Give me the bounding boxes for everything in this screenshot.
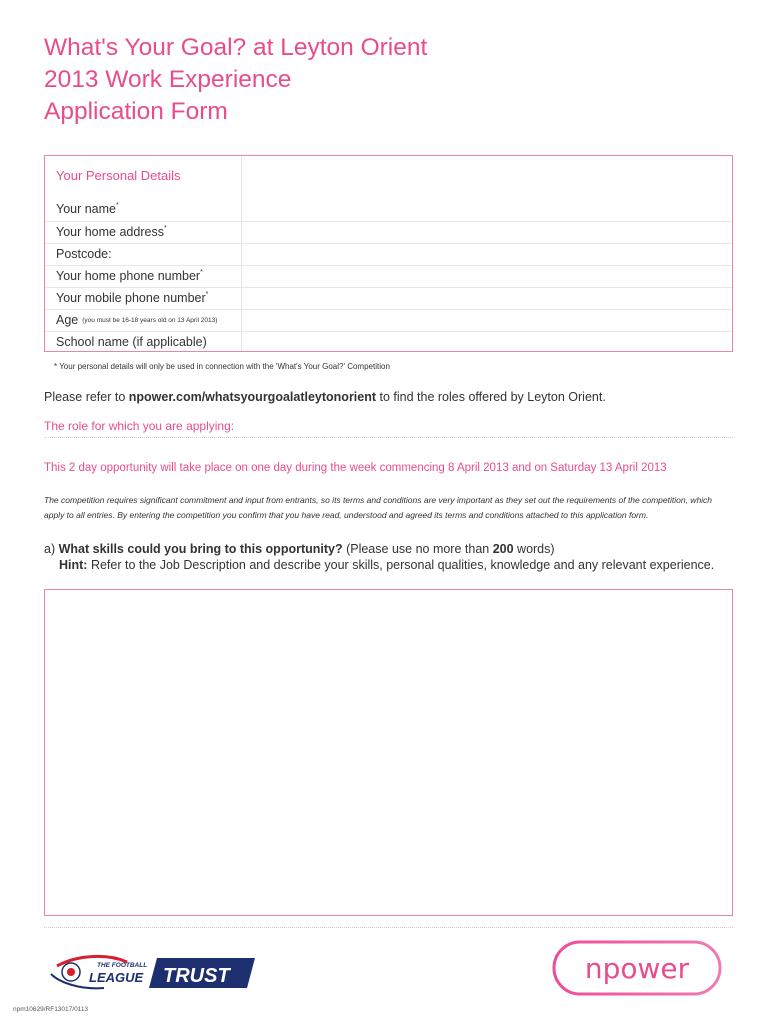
question-a: a) What skills could you bring to this opportunity? (Please use no more than 200 words)	[44, 542, 555, 556]
row-label: Your mobile phone number*	[56, 291, 209, 305]
privacy-footnote: * Your personal details will only be used in connection with the 'What's Your Goal?' Competition	[54, 362, 390, 371]
refer-text: Please refer to npower.com/whatsyourgoalatleytonorient to find the roles offered by Leyton Orient.	[44, 390, 606, 404]
home-address-field[interactable]	[242, 222, 732, 243]
personal-details-table	[44, 155, 733, 352]
refer-url: npower.com/whatsyourgoalatleytonorient	[128, 390, 377, 404]
row-mobile-phone	[45, 287, 732, 309]
age-note: (you must be 16-18 years old on 13 April 2013)	[82, 317, 218, 324]
role-label: The role for which you are applying:	[44, 419, 235, 433]
personal-details-heading: Your Personal Details	[56, 168, 181, 183]
row-postcode	[45, 243, 732, 265]
terms-text: The competition requires significant commitment and input from entrants, so its terms and conditions are very important as they set out the requirements of the competition, which apply to all entries. By entering the competition you confirm that you have read, understood and agreed its terms and conditions attached to this application form.	[44, 495, 713, 520]
row-label: Postcode:	[56, 247, 112, 261]
logo-lion-detail	[67, 968, 75, 976]
logo-league-text: LEAGUE	[89, 970, 144, 985]
postcode-field[interactable]	[242, 244, 732, 265]
row-label: Your home address*	[56, 225, 167, 239]
school-name-field[interactable]	[242, 332, 732, 353]
age-field[interactable]	[242, 310, 732, 331]
npower-logo	[552, 940, 722, 996]
logo-trust-text: TRUST	[163, 965, 230, 987]
footer-divider	[44, 927, 733, 928]
title-line-2: 2013 Work Experience	[44, 66, 292, 93]
your-name-field[interactable]	[242, 199, 732, 221]
row-school-name	[45, 331, 732, 353]
role-input-line[interactable]	[44, 437, 733, 438]
answer-text-area[interactable]	[44, 589, 733, 916]
row-age	[45, 309, 732, 331]
row-your-name	[45, 199, 732, 221]
npower-wordmark: npower	[584, 952, 690, 985]
footer-reference-code: npm10629/RF13017/0113	[13, 1006, 89, 1013]
title-line-1: What's Your Goal? at Leyton Orient	[44, 34, 428, 61]
mobile-phone-field[interactable]	[242, 288, 732, 309]
row-label: Your home phone number*	[56, 269, 203, 283]
row-label: Your name*	[56, 202, 119, 216]
question-hint: Hint: Refer to the Job Description and describe your skills, personal qualities, knowledge and any relevant experience.	[59, 558, 715, 572]
row-home-phone	[45, 265, 732, 287]
home-phone-field[interactable]	[242, 266, 732, 287]
row-label: School name (if applicable)	[56, 335, 207, 349]
title-line-3: Application Form	[44, 98, 228, 125]
opportunity-text: This 2 day opportunity will take place on one day during the week commencing 8 April 2013 and on Saturday 13 April 2013	[44, 462, 667, 474]
logo-football-text: THE FOOTBALL	[97, 962, 148, 969]
row-label: Age (you must be 16-18 years old on 13 April 2013)	[56, 313, 218, 327]
row-home-address	[45, 221, 732, 243]
football-league-trust-logo	[49, 952, 255, 992]
form-title	[44, 32, 427, 128]
